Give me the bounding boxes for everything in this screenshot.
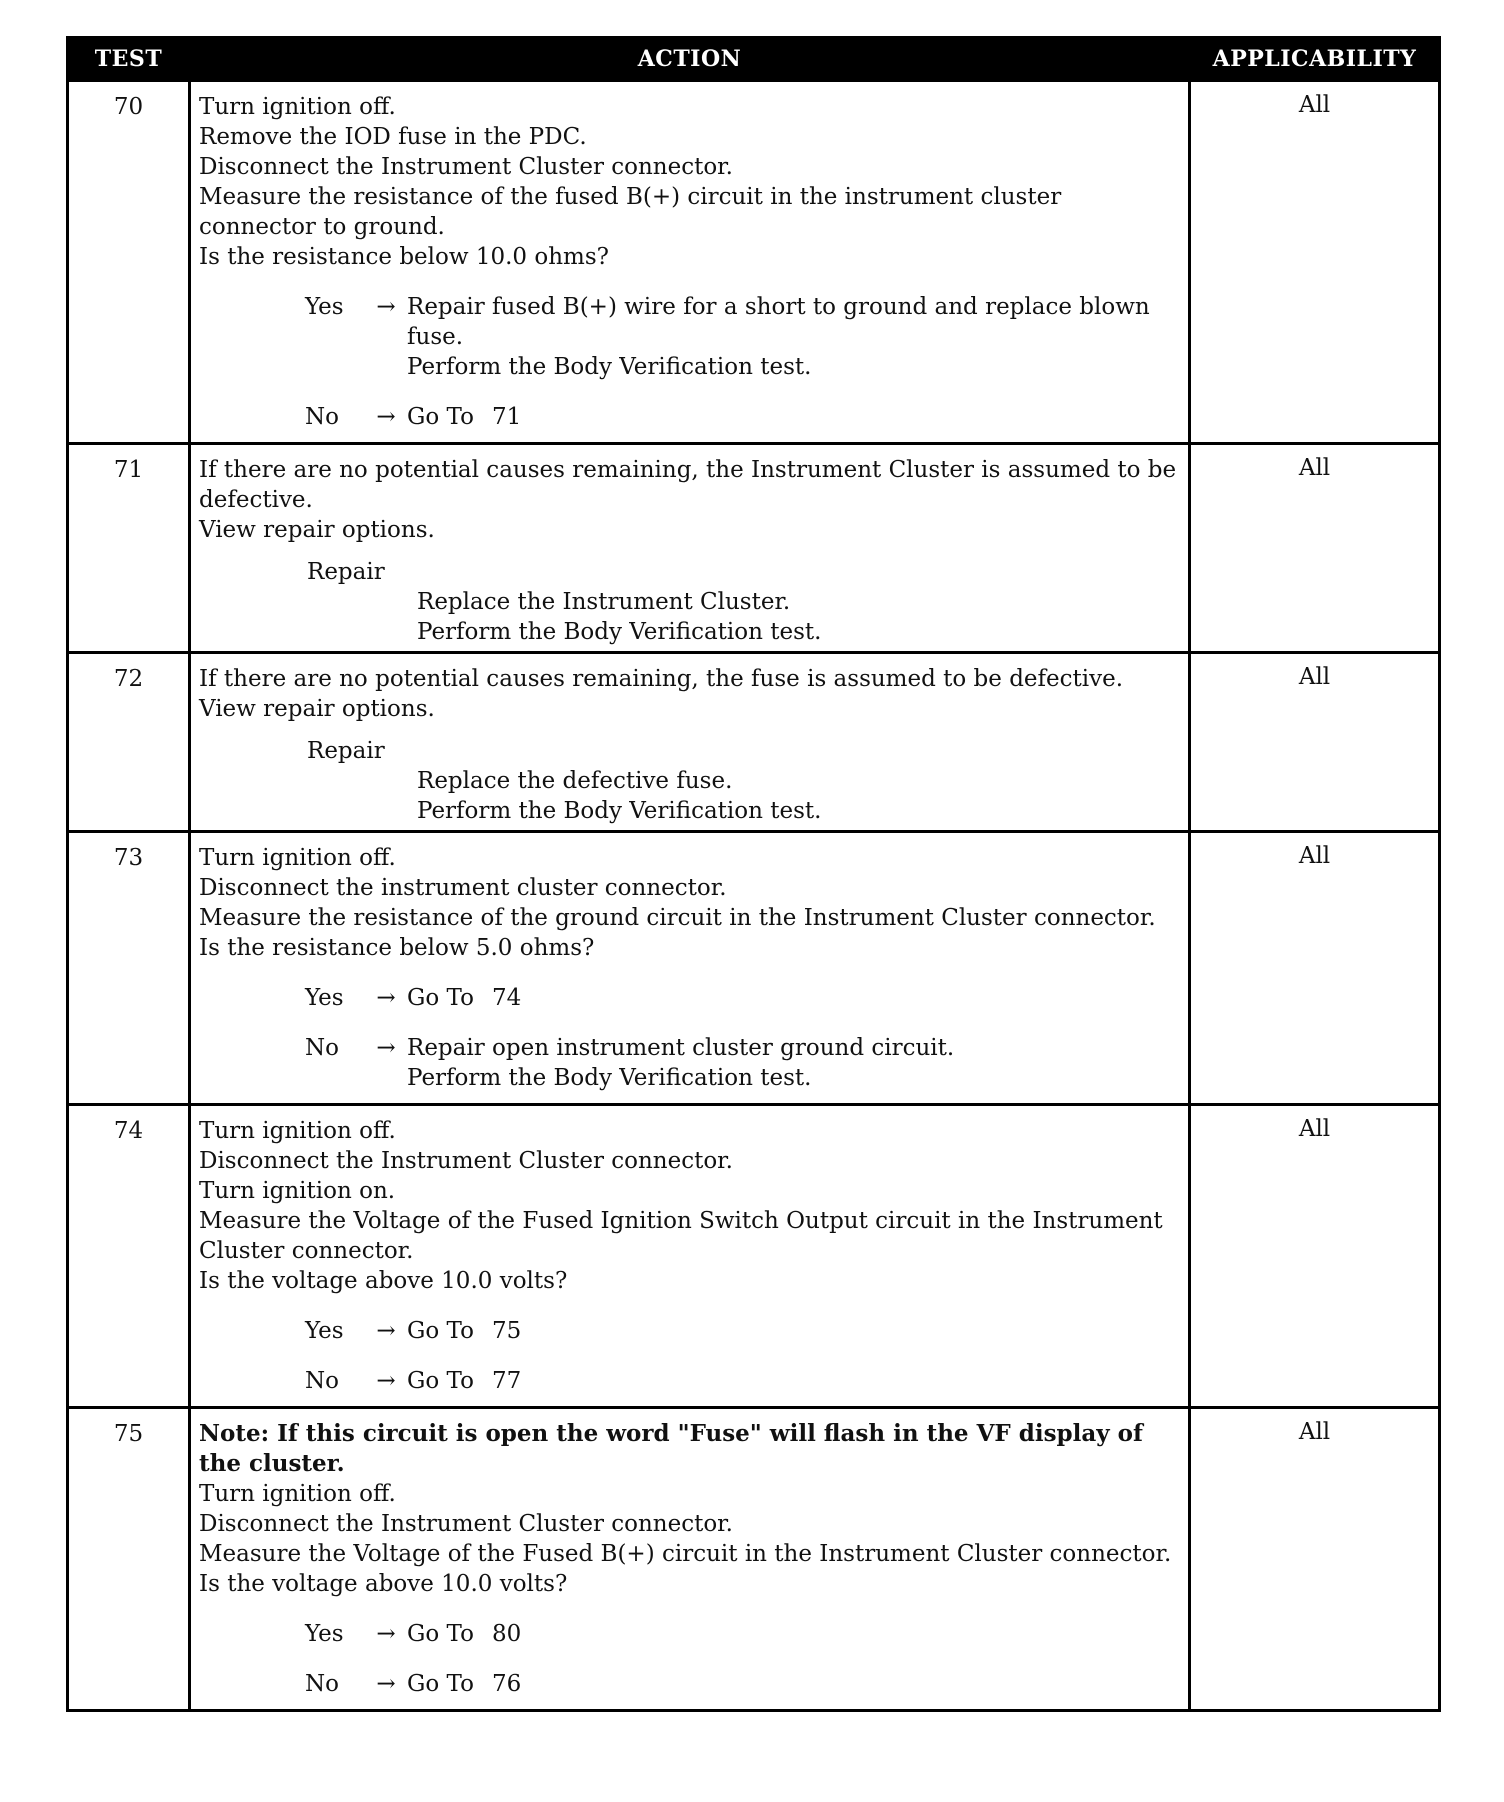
action-line: Measure the Voltage of the Fused Ignition Switch Output circuit in the Instrument Cluster connector.: [199, 1208, 1163, 1264]
note-text: Note: If this circuit is open the word "Fuse" will flash in the VF display of the cluster.: [199, 1420, 1143, 1477]
test-row-73: [68, 832, 1440, 1105]
applicability-value: All: [1190, 444, 1440, 653]
test-number: 72: [68, 653, 190, 832]
test-number: 74: [68, 1105, 190, 1408]
action-cell: [190, 653, 1190, 832]
test-number: 71: [68, 444, 190, 653]
no-label: No: [305, 1671, 339, 1697]
yes-label: Yes: [305, 1621, 344, 1647]
goto-target: 76: [491, 1671, 522, 1697]
goto-text: Go To: [407, 985, 474, 1011]
repair-step: Perform the Body Verification test.: [417, 619, 822, 645]
action-line: Turn ignition off.: [199, 845, 396, 871]
action-line: Measure the Voltage of the Fused B(+) circuit in the Instrument Cluster connector.: [199, 1541, 1172, 1567]
test-row-75: [68, 1408, 1440, 1711]
action-line: Turn ignition off.: [199, 94, 396, 120]
action-line: If there are no potential causes remaining, the Instrument Cluster is assumed to be defective.: [199, 457, 1177, 513]
goto-text: Go To: [407, 1671, 474, 1697]
applicability-value: All: [1190, 1105, 1440, 1408]
test-row-72: [68, 653, 1440, 832]
goto-text: Go To: [407, 404, 474, 430]
test-row-70: [68, 81, 1440, 444]
arrow-icon: →: [376, 404, 396, 430]
yes-result: Repair fused B(+) wire for a short to ground and replace blown fuse.: [407, 294, 1150, 350]
test-action-table: [66, 36, 1441, 1712]
applicability-value: All: [1190, 832, 1440, 1105]
yes-label: Yes: [305, 1318, 344, 1344]
no-label: No: [305, 404, 339, 430]
arrow-icon: →: [376, 294, 396, 320]
action-cell: [190, 1105, 1190, 1408]
action-line: Turn ignition off.: [199, 1118, 396, 1144]
applicability-value: All: [1190, 81, 1440, 444]
goto-target: 80: [491, 1621, 522, 1647]
test-row-71: [68, 444, 1440, 653]
action-line: Is the resistance below 10.0 ohms?: [199, 244, 609, 270]
action-line: Measure the resistance of the ground circuit in the Instrument Cluster connector.: [199, 905, 1156, 931]
applicability-value: All: [1190, 1408, 1440, 1711]
header-row: [68, 38, 1440, 81]
repair-label: Repair: [307, 559, 385, 585]
action-line: Disconnect the Instrument Cluster connector.: [199, 1511, 733, 1537]
action-cell: [190, 81, 1190, 444]
no-label: No: [305, 1368, 339, 1394]
action-line: Remove the IOD fuse in the PDC.: [199, 124, 587, 150]
action-line: Disconnect the Instrument Cluster connector.: [199, 154, 733, 180]
yes-label: Yes: [305, 294, 344, 320]
action-line: Disconnect the instrument cluster connector.: [199, 875, 727, 901]
action-line: Turn ignition on.: [199, 1178, 396, 1204]
no-branch: [199, 1033, 1182, 1093]
yes-branch: [199, 1619, 1182, 1649]
test-number: 73: [68, 832, 190, 1105]
action-cell: [190, 444, 1190, 653]
repair-label: Repair: [307, 738, 385, 764]
arrow-icon: →: [376, 1035, 396, 1061]
goto-text: Go To: [407, 1318, 474, 1344]
action-line: If there are no potential causes remaining, the fuse is assumed to be defective.: [199, 666, 1124, 692]
no-result: Perform the Body Verification test.: [407, 1065, 812, 1091]
action-line: Measure the resistance of the fused B(+) circuit in the instrument cluster connector to ground.: [199, 184, 1062, 240]
header-action: ACTION: [190, 38, 1190, 81]
goto-target: 75: [491, 1318, 522, 1344]
action-line: View repair options.: [199, 696, 435, 722]
yes-branch: [199, 983, 1182, 1013]
action-cell: [190, 1408, 1190, 1711]
repair-step: Replace the Instrument Cluster.: [417, 589, 791, 615]
yes-branch: [199, 292, 1182, 382]
applicability-value: All: [1190, 653, 1440, 832]
goto-target: 71: [491, 404, 522, 430]
no-branch: [199, 402, 1182, 432]
arrow-icon: →: [376, 1671, 396, 1697]
header-test: TEST: [68, 38, 190, 81]
action-line: Is the resistance below 5.0 ohms?: [199, 935, 595, 961]
action-line: Is the voltage above 10.0 volts?: [199, 1571, 568, 1597]
no-branch: [199, 1669, 1182, 1699]
test-row-74: [68, 1105, 1440, 1408]
arrow-icon: →: [376, 1368, 396, 1394]
yes-branch: [199, 1316, 1182, 1346]
action-cell: [190, 832, 1190, 1105]
arrow-icon: →: [376, 985, 396, 1011]
yes-result: Perform the Body Verification test.: [407, 354, 812, 380]
arrow-icon: →: [376, 1621, 396, 1647]
test-number: 75: [68, 1408, 190, 1711]
yes-label: Yes: [305, 985, 344, 1011]
action-line: Turn ignition off.: [199, 1481, 396, 1507]
goto-target: 74: [491, 985, 522, 1011]
no-label: No: [305, 1035, 339, 1061]
goto-text: Go To: [407, 1621, 474, 1647]
goto-text: Go To: [407, 1368, 474, 1394]
goto-target: 77: [491, 1368, 522, 1394]
no-branch: [199, 1366, 1182, 1396]
repair-step: Perform the Body Verification test.: [417, 798, 822, 824]
test-number: 70: [68, 81, 190, 444]
repair-step: Replace the defective fuse.: [417, 768, 733, 794]
action-line: View repair options.: [199, 517, 435, 543]
action-line: Is the voltage above 10.0 volts?: [199, 1268, 568, 1294]
no-result: Repair open instrument cluster ground circuit.: [407, 1035, 955, 1061]
action-line: Disconnect the Instrument Cluster connector.: [199, 1148, 733, 1174]
header-applicability: APPLICABILITY: [1190, 38, 1440, 81]
arrow-icon: →: [376, 1318, 396, 1344]
